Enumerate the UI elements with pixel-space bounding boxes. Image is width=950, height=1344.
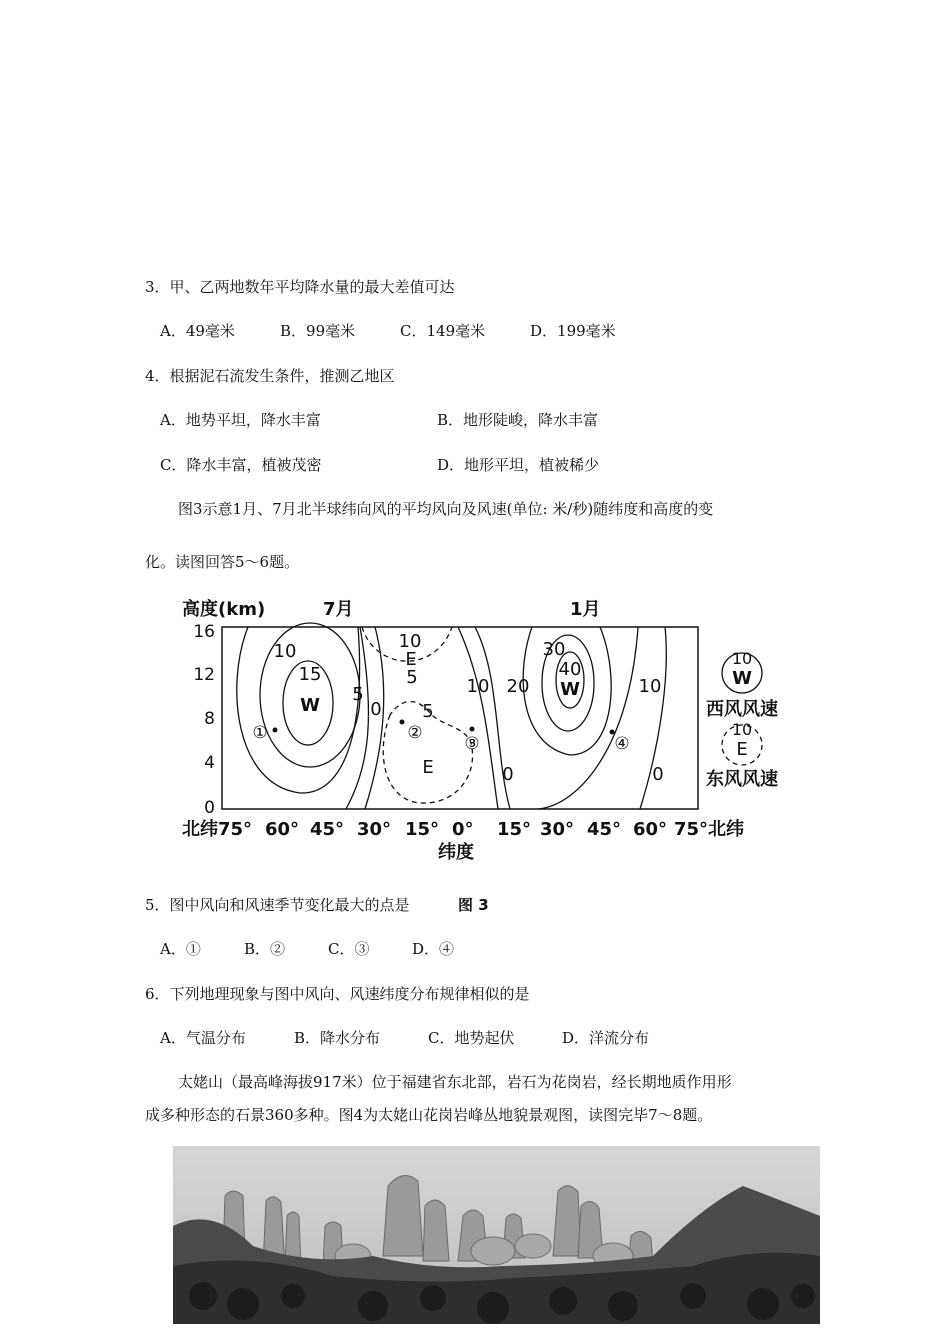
intro-7-8-line1: 太姥山（最高峰海拔917米）位于福建省东北部，岩石为花岗岩，经长期地质作用形	[178, 1073, 732, 1091]
label-5-july: 5	[352, 684, 364, 705]
point-2-label: ②	[407, 723, 423, 743]
point-3-label: ③	[464, 734, 480, 754]
season-label-january: 1月	[570, 599, 601, 620]
point-1-label: ①	[252, 723, 268, 743]
point-3-marker	[470, 727, 475, 732]
intro-5-6-line1: 图3示意1月、7月北半球纬向风的平均风向及风速(单位: 米/秒)随纬度和高度的变	[178, 500, 714, 518]
label-10-east-top: 10	[398, 631, 422, 652]
label-w-jan: W	[560, 679, 580, 700]
label-10-jan-right: 10	[638, 676, 662, 697]
legend-east-letter: E	[736, 739, 748, 760]
x-tick-30b: 30°	[540, 819, 575, 840]
x-axis-label: 纬度	[438, 842, 474, 863]
question-5-stem: 5．图中风向和风速季节变化最大的点是	[145, 896, 410, 914]
point-4-label: ④	[614, 734, 630, 754]
question-6-options	[160, 1028, 649, 1048]
question-3-options	[160, 321, 616, 341]
question-4-stem: 4．根据泥石流发生条件，推测乙地区	[145, 367, 395, 385]
q4-option-c: C．降水丰富，植被茂密	[160, 456, 322, 474]
x-tick-60: 60°	[265, 819, 300, 840]
wind-contour-chart	[160, 595, 800, 865]
label-0-jan-right: 0	[652, 764, 664, 785]
label-e-bottom: E	[422, 757, 434, 778]
q4-option-b: B．地形陡峻，降水丰富	[437, 411, 599, 429]
label-5-east-bottom: 5	[422, 701, 434, 722]
q5-option-c: C．③	[328, 940, 370, 958]
question-4-options-row2	[160, 455, 599, 475]
y-tick-8: 8	[204, 709, 215, 729]
granite-peaks-photo	[173, 1146, 820, 1324]
label-20-jan: 20	[506, 676, 530, 697]
x-tick-30: 30°	[357, 819, 392, 840]
q4-option-a: A．地势平坦，降水丰富	[160, 411, 321, 429]
q3-option-c: C．149毫米	[400, 322, 486, 340]
label-30-jan: 30	[542, 639, 566, 660]
x-tick-45b: 45°	[587, 819, 622, 840]
july-west-contours	[237, 623, 384, 809]
question-5-options	[160, 939, 454, 959]
x-tick-n75: 北纬75°	[182, 819, 253, 840]
y-tick-4: 4	[204, 753, 215, 773]
x-tick-75n: 75°北纬	[674, 819, 745, 840]
q6-option-d: D．洋流分布	[562, 1029, 650, 1047]
label-10-jan-left: 10	[466, 676, 490, 697]
legend-east-text: 东风风速	[706, 769, 778, 790]
label-40-jan: 40	[558, 659, 582, 680]
q5-option-b: B．②	[244, 940, 286, 958]
y-tick-12: 12	[193, 665, 215, 685]
label-0-jan-left: 0	[502, 764, 514, 785]
x-tick-0: 0°	[452, 819, 474, 840]
q4-option-d: D．地形平坦，植被稀少	[437, 456, 600, 474]
question-4-options-row1	[160, 410, 598, 430]
label-5-east-top: 5	[406, 667, 418, 688]
intro-7-8-line2: 成多种形态的石景360多种。图4为太姥山花岗岩峰丛地貌景观图，读图完毕7～8题。	[145, 1106, 713, 1124]
legend	[706, 649, 778, 790]
x-tick-15: 15°	[405, 819, 440, 840]
legend-west-value: 10	[731, 649, 753, 668]
legend-east-value: 10	[731, 720, 753, 739]
question-6-stem: 6．下列地理现象与图中风向、风速纬度分布规律相似的是	[145, 985, 530, 1003]
q3-option-a: A．49毫米	[160, 322, 235, 340]
label-10-july: 10	[273, 641, 297, 662]
y-axis-label: 高度(km)	[182, 599, 266, 620]
x-tick-15b: 15°	[497, 819, 532, 840]
x-tick-60b: 60°	[633, 819, 668, 840]
label-0-july: 0	[370, 699, 382, 720]
q3-option-d: D．199毫米	[530, 322, 616, 340]
label-e-top: E	[405, 649, 417, 670]
season-label-july: 7月	[323, 599, 354, 620]
point-2-marker	[400, 720, 405, 725]
point-1-marker	[273, 728, 278, 733]
x-tick-45: 45°	[310, 819, 345, 840]
label-w-july: W	[300, 695, 320, 716]
q3-option-b: B．99毫米	[280, 322, 356, 340]
label-15-july: 15	[298, 664, 322, 685]
intro-5-6-line2: 化。读图回答5～6题。	[145, 553, 300, 571]
legend-west-text: 西风风速	[706, 699, 778, 720]
q5-option-d: D．④	[412, 940, 455, 958]
legend-west-letter: W	[732, 668, 752, 689]
y-tick-0: 0	[204, 798, 215, 818]
q5-option-a: A．①	[160, 940, 201, 958]
y-tick-16: 16	[193, 622, 215, 642]
q6-option-a: A．气温分布	[160, 1029, 246, 1047]
figure-3-label: 图 3	[458, 896, 489, 914]
q6-option-b: B．降水分布	[294, 1029, 381, 1047]
q6-option-c: C．地势起伏	[428, 1029, 515, 1047]
question-3-stem: 3．甲、乙两地数年平均降水量的最大差值可达	[145, 278, 455, 296]
